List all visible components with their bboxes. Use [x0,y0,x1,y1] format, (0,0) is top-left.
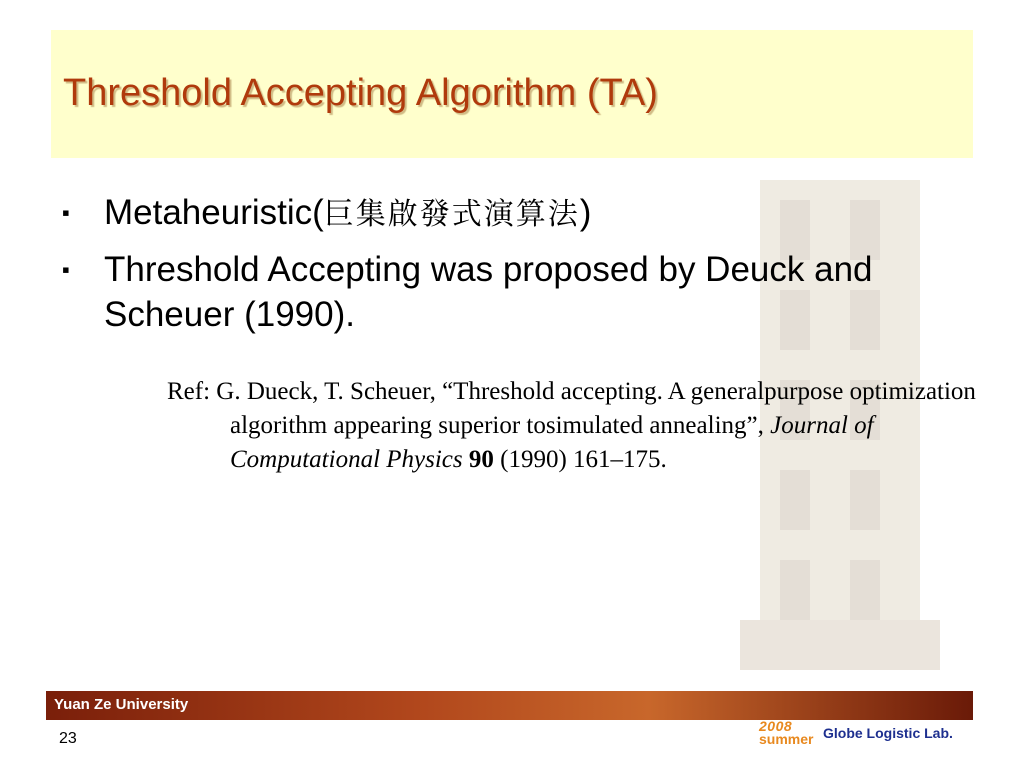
reference-journal: Journal of Computational Physics [230,412,874,473]
logo-year: 2008 [759,718,793,734]
reference-year-pages: (1990) 161–175. [493,446,667,473]
bullet-item-threshold-accepting [62,247,942,337]
reference-text: Ref: G. Dueck, T. Scheuer, “Threshold accepting. A generalpurpose optimization algorithm appearing superior tosimulated annealing”, [167,378,976,439]
slide-title: Threshold Accepting Algorithm (TA) [63,72,658,114]
footer-bar [46,691,973,720]
reference-volume: 90 [468,446,494,473]
logo-season: summer [759,731,814,747]
bullet-text: Metaheuristic( [104,193,324,232]
bullet-text: Threshold Accepting was proposed by Deuck and Scheuer (1990). [104,250,873,334]
bullet-text-cjk: 巨集啟發式演算法 [323,197,580,232]
lab-logo [757,718,972,750]
bullet-marker: ▪ [62,200,70,225]
page-number: 23 [59,730,77,747]
footer-institution: Yuan Ze University [54,696,189,713]
bullet-text-end: ) [579,193,592,232]
reference-citation [167,375,990,477]
bullet-marker: ▪ [62,257,70,282]
bullet-list [62,190,942,347]
bullet-item-metaheuristic [62,190,942,237]
logo-lab-name: Globe Logistic Lab. [823,725,953,741]
